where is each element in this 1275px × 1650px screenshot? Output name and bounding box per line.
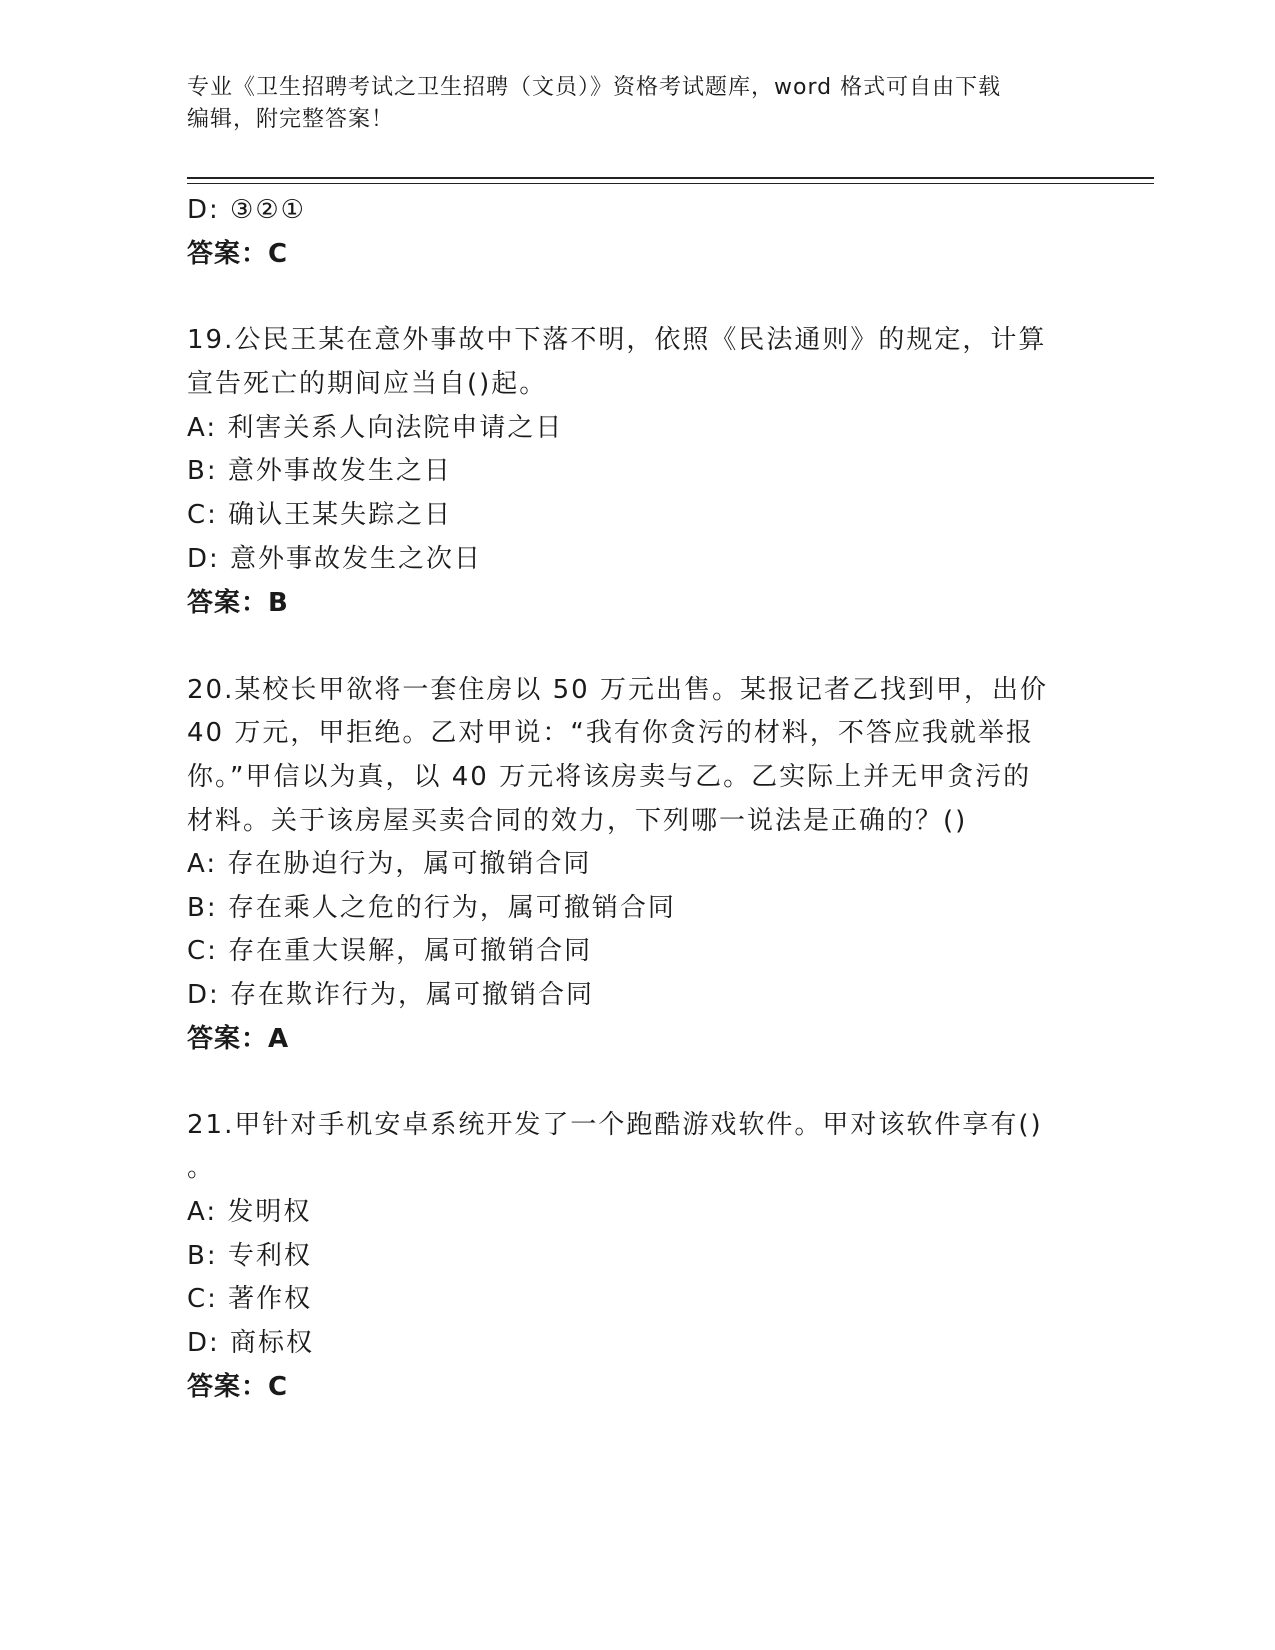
q21-option-d: D: 商标权 [187,1328,315,1358]
q21-option-b: B: 专利权 [187,1241,312,1271]
prev-option-d: D: ③②① [187,195,306,225]
q20-option-d: D: 存在欺诈行为，属可撤销合同 [187,980,595,1010]
q19-stem-line-1: 19.公民王某在意外事故中下落不明，依照《民法通则》的规定，计算 [187,325,1047,355]
q19-option-b: B: 意外事故发生之日 [187,456,452,486]
q19-answer: 答案：B [187,588,289,618]
q21-answer: 答案：C [187,1372,289,1402]
q20-stem-line-2: 40 万元，甲拒绝。乙对甲说：“我有你贪污的材料，不答应我就举报 [187,718,1034,748]
header-line-1: 专业《卫生招聘考试之卫生招聘（文员）》资格考试题库，word 格式可自由下载 [187,75,1002,100]
q20-option-c: C: 存在重大误解，属可撤销合同 [187,936,593,966]
header-divider-thick [187,177,1154,179]
q20-option-b: B: 存在乘人之危的行为，属可撤销合同 [187,893,676,923]
q20-option-a: A: 存在胁迫行为，属可撤销合同 [187,849,592,879]
prev-answer: 答案：C [187,239,289,269]
q21-option-c: C: 著作权 [187,1284,313,1314]
q20-stem-line-1: 20.某校长甲欲将一套住房以 50 万元出售。某报记者乙找到甲，出价 [187,675,1048,705]
q21-stem-line-1: 21.甲针对手机安卓系统开发了一个跑酷游戏软件。甲对该软件享有() [187,1110,1043,1140]
header-line-2: 编辑，附完整答案！ [187,107,395,132]
document-header [187,72,1067,136]
q21-option-a: A: 发明权 [187,1197,312,1227]
q19-option-c: C: 确认王某失踪之日 [187,500,453,530]
q20-stem-line-3: 你。”甲信以为真，以 40 万元将该房卖与乙。乙实际上并无甲贪污的 [187,762,1032,792]
header-divider-thin [187,183,1154,184]
q20-stem-line-4: 材料。关于该房屋买卖合同的效力，下列哪一说法是正确的？() [187,806,968,836]
q20-answer: 答案：A [187,1024,290,1054]
q21-stem-line-2: 。 [187,1153,216,1183]
q19-option-a: A: 利害关系人向法院申请之日 [187,413,564,443]
q19-stem-line-2: 宣告死亡的期间应当自()起。 [187,369,548,399]
q19-option-d: D: 意外事故发生之次日 [187,544,483,574]
